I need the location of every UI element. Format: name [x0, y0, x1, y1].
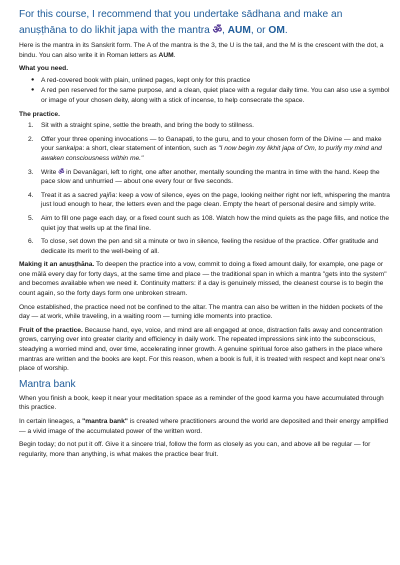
anushthana-paragraph-2: Once established, the practice need not be confined to the altar. The mantra can also be written in the hidden pockets of the day — at work, while traveling, in a waiting room — turning idle moments into practice.	[19, 303, 383, 321]
fruit-paragraph: Fruit of the practice. Because hand, eye, voice, and mind are all engaged at once, distraction falls away and concentration grows, carrying over into greater clarity and efficiency in daily work. The repeated impressions sink into the subconscious, steadying a worried mind and, over time, accelerating inner growth. A genuine spiritual force also gathers in the place where mantras are written and the books are kept. For this reason, when a book is full, it is treated with respect and kept near one's place of worship.	[19, 326, 385, 373]
aum-word: AUM	[227, 24, 251, 36]
intro-paragraph: Here is the mantra in its Sanskrit form. The A of the mantra is the 3, the U is the tail, and the M is the crescent with the dot, a bindu. You can also write it in Roman letters as AUM.	[19, 42, 384, 59]
step-6: To close, set down the pen and sit a minute or two in silence, feeling the residue of the practice. Offer gratitude and dedicate its merit to the well-being of all.	[41, 238, 379, 255]
section-heading: For this course, I recommend that you undertake sādhana and make an anuṣṭhāna to do likhit japa with the mantra ॐ, AUM, or OM.	[19, 9, 343, 36]
om-glyph: ॐ	[212, 24, 222, 36]
what-you-need-label: What you need.	[19, 65, 69, 73]
om-glyph: ॐ	[58, 168, 65, 176]
anushthana-paragraph: Making it an anuṣṭhāna. To deepen the practice into a vow, commit to doing a fixed amount daily, for example, one page or one mālā every day for forty days, at the same time and place — the traditional span in which a mantra "gets into the system" and becomes available when we need it. Continuity matters: if a day is genuinely missed, the cleanest course is to begin the count again, so the forty days form one unbroken stream.	[19, 261, 387, 298]
step-2: Offer your three opening invocations — to Ganapati, to the guru, and to your chosen form of the Divine — and make your sankalpa: a short, clear statement of intention, such as "I now begin my likhit japa of Om, to purify my mind and awaken consciousness within me."	[41, 135, 382, 162]
bank-paragraph-2: In certain lineages, a "mantra bank" is created where practitioners around the world are deposited and their energy amplified — a vivid image of the accumulated power of the written word.	[19, 418, 389, 435]
bank-paragraph-1: When you finish a book, keep it near your meditation space as a reminder of the good karma you have accumulated through this practice.	[19, 394, 384, 412]
list-item: ● A red-covered book with plain, unlined pages, kept only for this practice	[41, 76, 390, 86]
practice-steps	[19, 121, 390, 256]
needs-list	[19, 76, 390, 106]
step-4: Treat it as a sacred yajña: keep a vow of silence, eyes on the page, looking neither right nor left, whispering the mantra just loud enough to hear, the letters even and the page clean. Empty the heart of personal desire and simply write.	[41, 191, 390, 209]
list-item: ● A red pen reserved for the same purpose, and a clean, quiet place with a regular daily time. You can also use a symbol or image of your chosen deity, along with a stick of incense, to help consecrate the space.	[41, 86, 390, 105]
step-1: Sit with a straight spine, settle the breath, and bring the body to stillness.	[41, 122, 254, 130]
bank-paragraph-3: Begin today; do not put it off. Give it a sincere trial, follow the form as closely as you can, and above all be regular — for regularity, more than anything, is what makes the practice bear fruit.	[19, 441, 371, 458]
step-5: Aim to fill one page each day, or a fixed count such as 108. Watch how the mind quiets as the page fills, and notice the quiet joy that wells up at the final line.	[41, 214, 390, 232]
mantra-bank-heading: Mantra bank	[19, 378, 76, 390]
om-word: OM	[268, 24, 285, 36]
practice-label: The practice.	[19, 110, 60, 118]
step-3: Write ॐ in Devanāgari, left to right, one after another, mentally sounding the mantra in time with the hand. Keep the pace slow and unhurried — about one every four or five seconds.	[41, 168, 380, 186]
